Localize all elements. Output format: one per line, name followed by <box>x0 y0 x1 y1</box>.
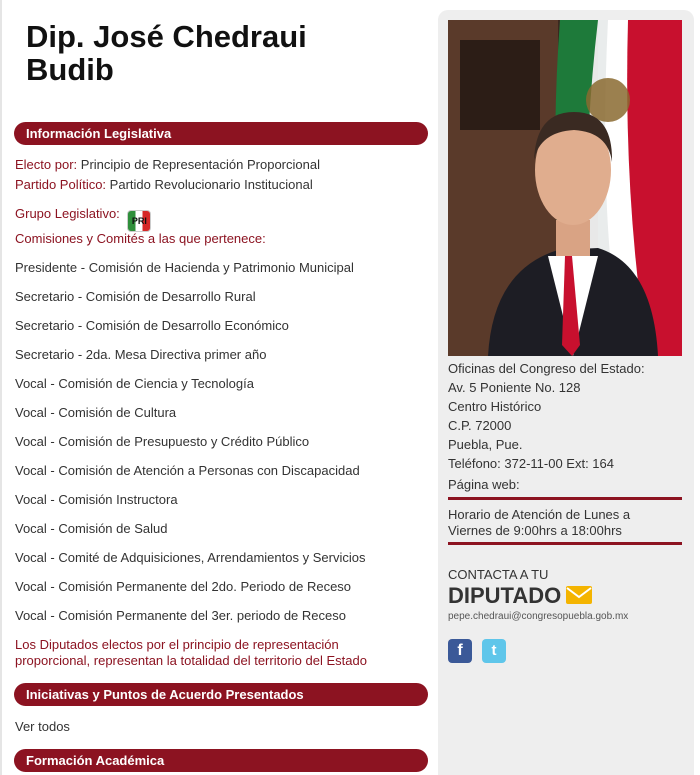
commission-item: Vocal - Comisión de Cultura <box>15 405 177 420</box>
group-row <box>15 206 151 232</box>
party-row <box>15 177 313 193</box>
commission-item: Secretario - Comisión de Desarrollo Económico <box>15 318 289 333</box>
party-value: Partido Revolucionario Institucional <box>109 177 313 192</box>
group-label: Grupo Legislativo: <box>15 206 120 221</box>
address-line: C.P. 72000 <box>448 418 512 433</box>
contact-cta-small: CONTACTA A TU <box>448 567 549 582</box>
email-link[interactable]: pepe.chedraui@congresopuebla.gob.mx <box>448 611 629 622</box>
facebook-icon[interactable]: f <box>448 639 472 663</box>
envelope-shape <box>566 586 592 604</box>
view-all-link[interactable]: Ver todos <box>15 719 70 734</box>
section-header-initiatives: Iniciativas y Puntos de Acuerdo Presentados <box>14 683 428 706</box>
party-label: Partido Político: <box>15 177 107 192</box>
commission-item: Presidente - Comisión de Hacienda y Patrimonio Municipal <box>15 260 354 275</box>
hours-line1: Horario de Atención de Lunes a <box>448 507 631 522</box>
portrait-illustration <box>448 20 682 356</box>
contact-sidebar <box>438 10 694 775</box>
commissions-heading: Comisiones y Comités a las que pertenece: <box>15 231 266 246</box>
contact-cta-big: DIPUTADO <box>448 583 562 608</box>
deputy-photo <box>448 20 682 356</box>
commission-item: Vocal - Comisión de Atención a Personas con Discapacidad <box>15 463 360 478</box>
elected-row <box>15 157 320 173</box>
address-line: Oficinas del Congreso del Estado: <box>448 361 645 376</box>
address-line: Av. 5 Poniente No. 128 <box>448 380 581 395</box>
divider <box>448 542 682 545</box>
commission-item: Vocal - Comisión Permanente del 3er. periodo de Receso <box>15 608 346 623</box>
address-line: Centro Histórico <box>448 399 542 414</box>
section-header-academic: Formación Académica <box>14 749 428 772</box>
elected-value: Principio de Representación Proporcional <box>80 157 320 172</box>
commission-item: Vocal - Comisión Permanente del 2do. Periodo de Receso <box>15 579 352 594</box>
website-label: Página web: <box>448 477 520 492</box>
mail-envelope-icon[interactable] <box>566 586 592 604</box>
commission-item: Secretario - Comisión de Desarrollo Rural <box>15 289 256 304</box>
commission-item: Vocal - Comisión Instructora <box>15 492 178 507</box>
commission-item: Vocal - Comisión de Presupuesto y Crédito Público <box>15 434 310 449</box>
representation-note-line2: proporcional, representan la totalidad del territorio del Estado <box>15 653 367 668</box>
representation-note-line1: Los Diputados electos por el principio de representación <box>15 637 339 652</box>
address-line: Puebla, Pue. <box>448 437 523 452</box>
elected-label: Electo por: <box>15 157 78 172</box>
commission-item: Vocal - Comisión de Salud <box>15 521 168 536</box>
divider <box>448 497 682 500</box>
hours-line2: Viernes de 9:00hrs a 18:00hrs <box>448 523 622 538</box>
phone-line: Teléfono: 372-11-00 Ext: 164 <box>448 456 614 471</box>
commission-item: Vocal - Comité de Adquisiciones, Arrendamientos y Servicios <box>15 550 366 565</box>
page-title: Dip. José Chedraui Budib <box>26 19 307 87</box>
commission-item: Secretario - 2da. Mesa Directiva primer año <box>15 347 267 362</box>
pri-logo-icon: PRI <box>127 210 151 232</box>
twitter-icon[interactable]: t <box>482 639 506 663</box>
section-header-legislative: Información Legislativa <box>14 122 428 145</box>
commission-item: Vocal - Comisión de Ciencia y Tecnología <box>15 376 254 391</box>
